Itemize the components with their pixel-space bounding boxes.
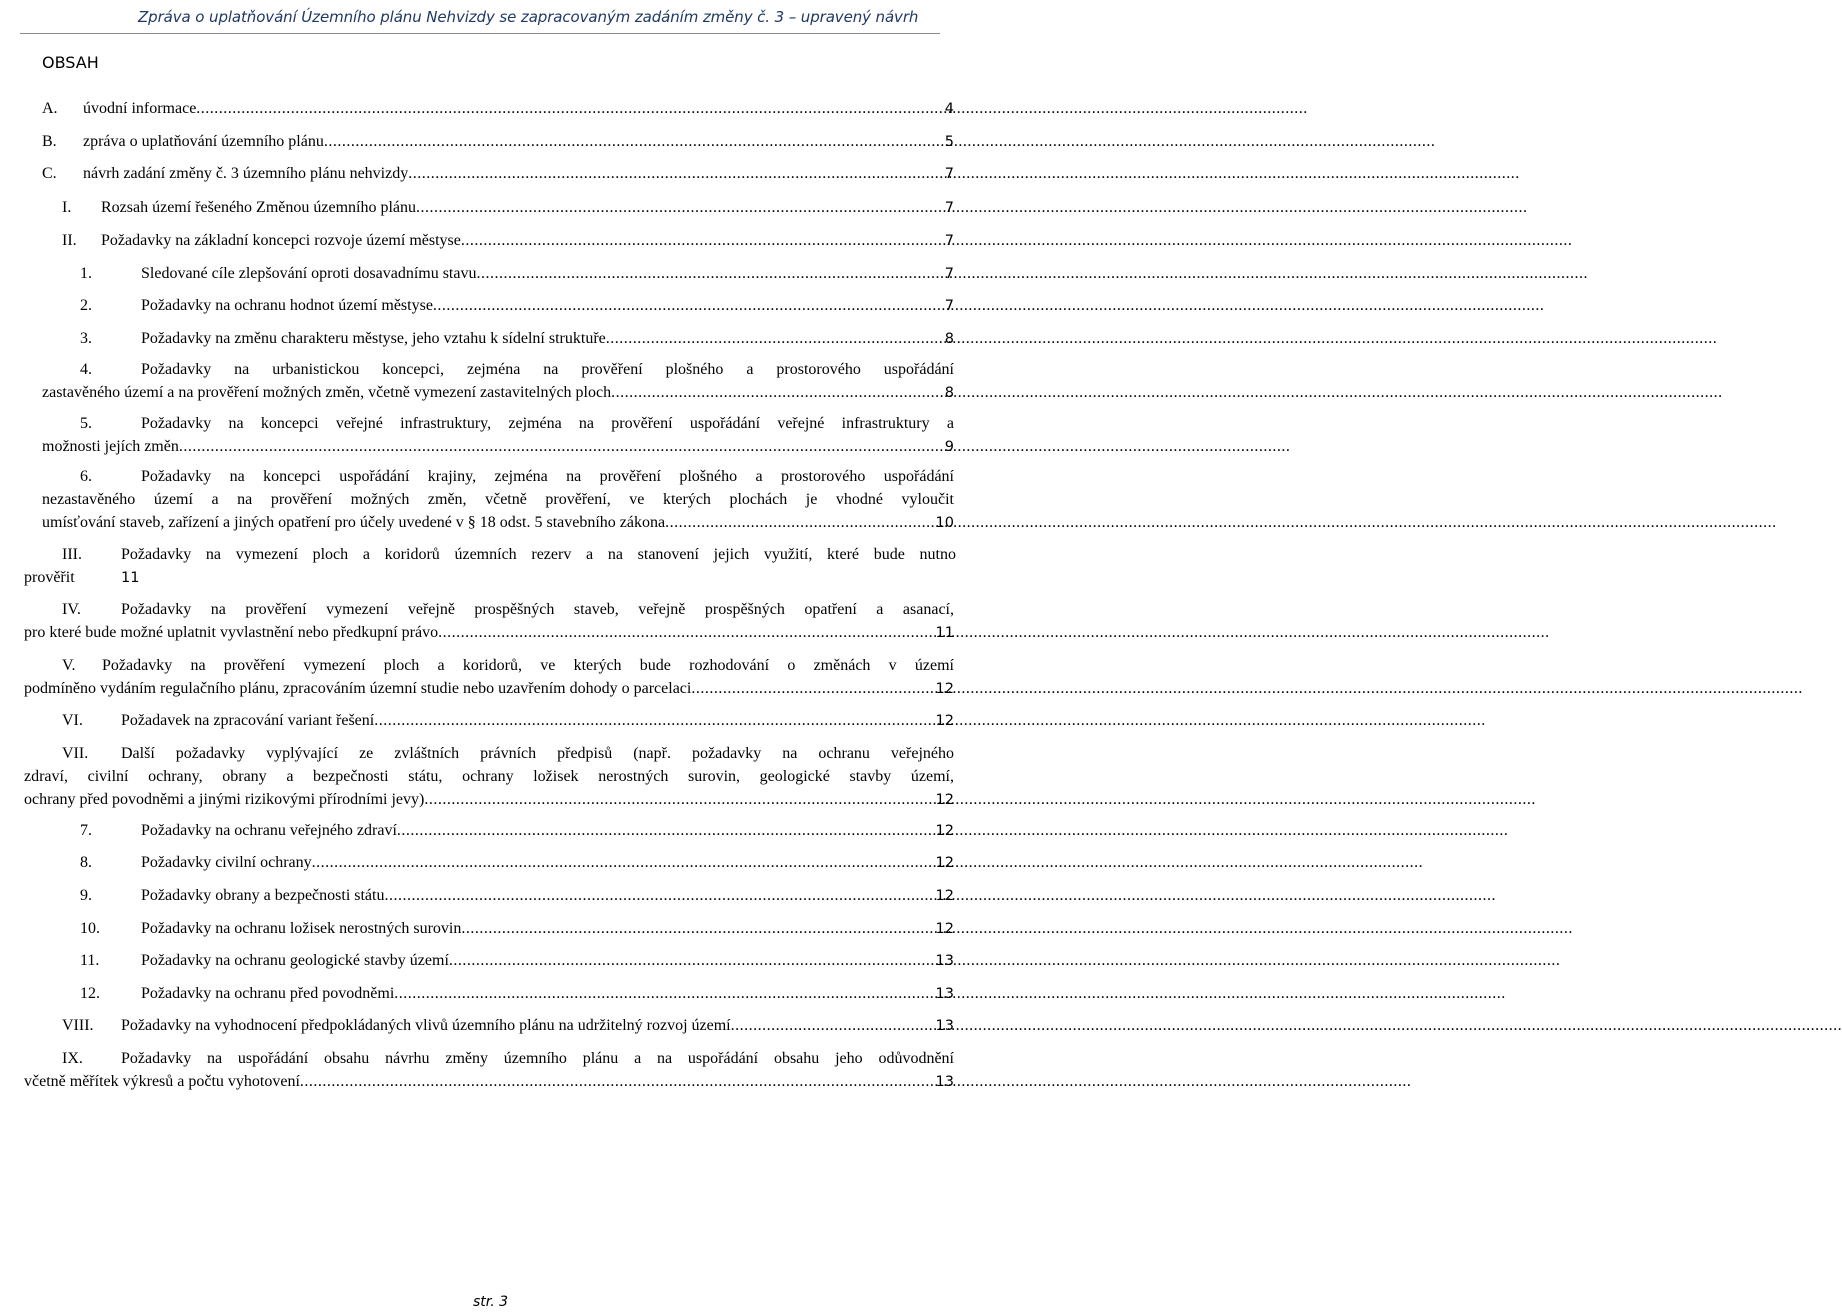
page-number-footer: str. 3 <box>473 1294 509 1310</box>
toc-entry-b[interactable] <box>42 130 954 154</box>
toc-entry-text-line1: Požadavky na vymezení ploch a koridorů územních rezerv a na stanovení jejich využití, které bude nutno <box>121 546 956 563</box>
dot-leader <box>665 511 934 534</box>
toc-entry-page: 13 <box>935 986 954 1002</box>
toc-entry-text: Požadavky na základní koncepci rozvoje území městyse <box>101 232 461 249</box>
toc-entry-text: úvodní informace <box>83 100 197 117</box>
toc-entry-text: zpráva o uplatňování územního plánu <box>83 133 324 150</box>
toc-entry-4[interactable] <box>42 358 954 405</box>
toc-entry-page: 9 <box>944 439 954 455</box>
toc-entry-page: 12 <box>935 888 954 904</box>
toc-entry-3[interactable] <box>80 327 954 351</box>
dot-leader <box>397 819 935 842</box>
toc-entry-number: 2. <box>80 297 92 314</box>
dot-leader <box>606 327 944 350</box>
dot-leader <box>196 97 943 120</box>
toc-entry-i[interactable] <box>62 196 954 220</box>
toc-entry-viii[interactable] <box>62 1014 954 1038</box>
toc-entry-page: 12 <box>935 792 954 808</box>
toc-entry-number: A. <box>42 100 58 117</box>
toc-entry-text-line2: podmíněno vydáním regulačního plánu, zpracováním územní studie nebo uzavřením dohody o parcelaci <box>24 680 692 697</box>
toc-entry-iii[interactable] <box>24 543 956 590</box>
toc-entry-number: VI. <box>62 712 83 729</box>
toc-entry-page: 8 <box>944 331 954 347</box>
dot-leader <box>433 294 944 317</box>
toc-entry-number: 8. <box>80 854 92 871</box>
dot-leader <box>384 884 934 907</box>
toc-entry-page: 11 <box>121 570 140 586</box>
toc-entry-number: 10. <box>80 920 100 937</box>
dot-leader <box>324 130 944 153</box>
toc-entry-text-line2: zastavěného území a na prověření možných změn, včetně vymezení zastavitelných ploch <box>42 384 612 401</box>
toc-entry-ii[interactable] <box>62 229 954 253</box>
toc-entry-page: 12 <box>935 921 954 937</box>
dot-leader <box>394 982 934 1005</box>
dot-leader <box>476 262 943 285</box>
toc-entry-1[interactable] <box>80 262 954 286</box>
toc-entry-number: 1. <box>80 265 92 282</box>
toc-entry-11[interactable] <box>80 949 954 973</box>
toc-entry-text-line2: pro které bude možné uplatnit vyvlastnění nebo předkupní právo <box>24 624 439 641</box>
toc-entry-text: Požadavky na ochranu před povodněmi <box>141 985 395 1002</box>
dot-leader <box>461 917 934 940</box>
dot-leader <box>731 1014 935 1037</box>
toc-entry-6[interactable] <box>42 465 954 535</box>
dot-leader <box>691 677 934 700</box>
dot-leader <box>408 162 944 185</box>
toc-entry-number: 6. <box>80 468 92 485</box>
toc-entry-text-line3: umísťování staveb, zařízení a jiných opatření pro účely uvedené v § 18 odst. 5 stavebního zákona <box>42 514 666 531</box>
dot-leader <box>438 621 934 644</box>
dot-leader <box>374 709 934 732</box>
toc-entry-vi[interactable] <box>62 709 954 733</box>
toc-entry-text: Požadavky na ochranu hodnot území městyse <box>141 297 433 314</box>
toc-entry-text-line2: včetně měřítek výkresů a počtu vyhotovení <box>24 1073 300 1090</box>
toc-entry-page: 12 <box>935 713 954 729</box>
toc-entry-page: 13 <box>935 1018 954 1034</box>
toc-entry-text: návrh zadání změny č. 3 územního plánu nehvizdy <box>83 165 409 182</box>
toc-entry-text-line2: zdraví, civilní ochrany, obrany a bezpečnosti státu, ochrany ložisek nerostných surovin, geologické stavby území, <box>24 768 954 785</box>
toc-entry-v[interactable] <box>24 654 954 701</box>
toc-entry-9[interactable] <box>80 884 954 908</box>
toc-entry-text: Požadavky na ochranu geologické stavby území <box>141 952 449 969</box>
toc-entry-page: 10 <box>935 515 954 531</box>
toc-entry-text-line1: Požadavky na uspořádání obsahu návrhu změny územního plánu a na uspořádání obsahu jeho odůvodnění <box>121 1050 954 1067</box>
toc-entry-text-line2: prověřit <box>24 569 75 586</box>
toc-entry-page: 12 <box>935 681 954 697</box>
toc-entry-text-line1: Požadavky na koncepci uspořádání krajiny, zejména na prověření plošného a prostorového uspořádání <box>141 468 954 485</box>
toc-entry-number: 12. <box>80 985 100 1002</box>
toc-entry-text-line2: možnosti jejích změn <box>42 438 179 455</box>
toc-entry-text-line1: Další požadavky vyplývající ze zvláštních právních předpisů (např. požadavky na ochranu veřejného <box>121 745 954 762</box>
toc-entry-number: B. <box>42 133 57 150</box>
toc-entry-2[interactable] <box>80 294 954 318</box>
toc-entry-number: 11. <box>80 952 100 969</box>
toc-entry-page: 12 <box>935 855 954 871</box>
toc-entry-number: 5. <box>80 415 92 432</box>
toc-entry-7[interactable] <box>80 819 954 843</box>
dot-leader <box>611 381 944 404</box>
dot-leader <box>424 788 934 811</box>
toc-entry-page: 12 <box>935 823 954 839</box>
toc-entry-number: C. <box>42 165 57 182</box>
toc-entry-page: 7 <box>944 200 954 216</box>
toc-entry-number: IX. <box>62 1050 83 1067</box>
toc-entry-ix[interactable] <box>24 1047 954 1094</box>
toc-entry-number: II. <box>62 232 77 249</box>
toc-entry-text: Sledované cíle zlepšování oproti dosavadnímu stavu <box>141 265 477 282</box>
toc-entry-page: 4 <box>944 101 954 117</box>
toc-entry-text-line1: Požadavky na koncepci veřejné infrastruktury, zejména na prověření uspořádání veřejné infrastruktury a <box>141 415 954 432</box>
toc-entry-text-line1: Požadavky na prověření vymezení veřejně prospěšných staveb, veřejně prospěšných opatření a asanací, <box>121 601 954 618</box>
toc-entry-page: 11 <box>935 625 954 641</box>
toc-entry-number: V. <box>62 657 76 674</box>
toc-entry-text-line1: Požadavky na urbanistickou koncepci, zejména na prověření plošného a prostorového uspořádání <box>141 361 954 378</box>
header-rule <box>20 33 940 34</box>
toc-entry-text: Požadavky na ochranu ložisek nerostných surovin <box>141 920 462 937</box>
toc-entry-text: Rozsah území řešeného Změnou územního plánu <box>101 199 417 216</box>
toc-entry-vii[interactable] <box>24 742 954 812</box>
toc-entry-number: IV. <box>62 601 81 618</box>
toc-entry-page: 7 <box>944 298 954 314</box>
toc-entry-number: VIII. <box>62 1017 94 1034</box>
toc-entry-number: 9. <box>80 887 92 904</box>
dot-leader <box>179 435 944 458</box>
dot-leader <box>416 196 944 219</box>
toc-entry-number: I. <box>62 199 72 216</box>
toc-entry-number: 4. <box>80 361 92 378</box>
toc-entry-12[interactable] <box>80 982 954 1006</box>
toc-entry-iv[interactable] <box>24 598 954 645</box>
toc-entry-c[interactable] <box>42 162 954 186</box>
toc-title: OBSAH <box>42 53 99 72</box>
toc-entry-number: 7. <box>80 822 92 839</box>
toc-entry-8[interactable] <box>80 851 954 875</box>
toc-entry-a[interactable] <box>42 97 954 121</box>
toc-entry-text: Požadavky obrany a bezpečnosti státu <box>141 887 385 904</box>
toc-entry-page: 8 <box>944 385 954 401</box>
toc-entry-page: 7 <box>944 266 954 282</box>
toc-entry-5[interactable] <box>42 412 954 459</box>
toc-entry-number: VII. <box>62 745 89 762</box>
toc-entry-text-line2: nezastavěného území a na prověření možných změn, včetně prověření, ve kterých plochách je vhodné vyloučit <box>42 491 954 508</box>
toc-entry-text-line3: ochrany před povodněmi a jinými rizikovými přírodními jevy) <box>24 791 425 808</box>
toc-entry-number: 3. <box>80 330 92 347</box>
toc-entry-page: 13 <box>935 953 954 969</box>
toc-entry-page: 13 <box>935 1074 954 1090</box>
toc-entry-text: Požadavky na změnu charakteru městyse, jeho vztahu k sídelní struktuře <box>141 330 606 347</box>
dot-leader <box>461 229 944 252</box>
toc-entry-text-line1: Požadavky na prověření vymezení ploch a koridorů, ve kterých bude rozhodování o změnách v území <box>102 657 954 674</box>
dot-leader <box>300 1070 935 1093</box>
running-header: Zpráva o uplatňování Územního plánu Nehvizdy se zapracovaným zadáním změny č. 3 – upravený návrh <box>138 8 919 26</box>
dot-leader <box>449 949 935 972</box>
toc-entry-text: Požadavek na zpracování variant řešení <box>121 712 375 729</box>
toc-entry-text: Požadavky na ochranu veřejného zdraví <box>141 822 397 839</box>
toc-entry-10[interactable] <box>80 917 954 941</box>
toc-entry-text: Požadavky civilní ochrany <box>141 854 312 871</box>
toc-entry-text: Požadavky na vyhodnocení předpokládaných vlivů územního plánu na udržitelný rozvoj území <box>121 1017 731 1034</box>
toc-entry-number: III. <box>62 546 82 563</box>
toc-entry-page: 7 <box>944 166 954 182</box>
toc-entry-page: 5 <box>944 134 954 150</box>
dot-leader <box>312 851 935 874</box>
toc-entry-page: 7 <box>944 233 954 249</box>
